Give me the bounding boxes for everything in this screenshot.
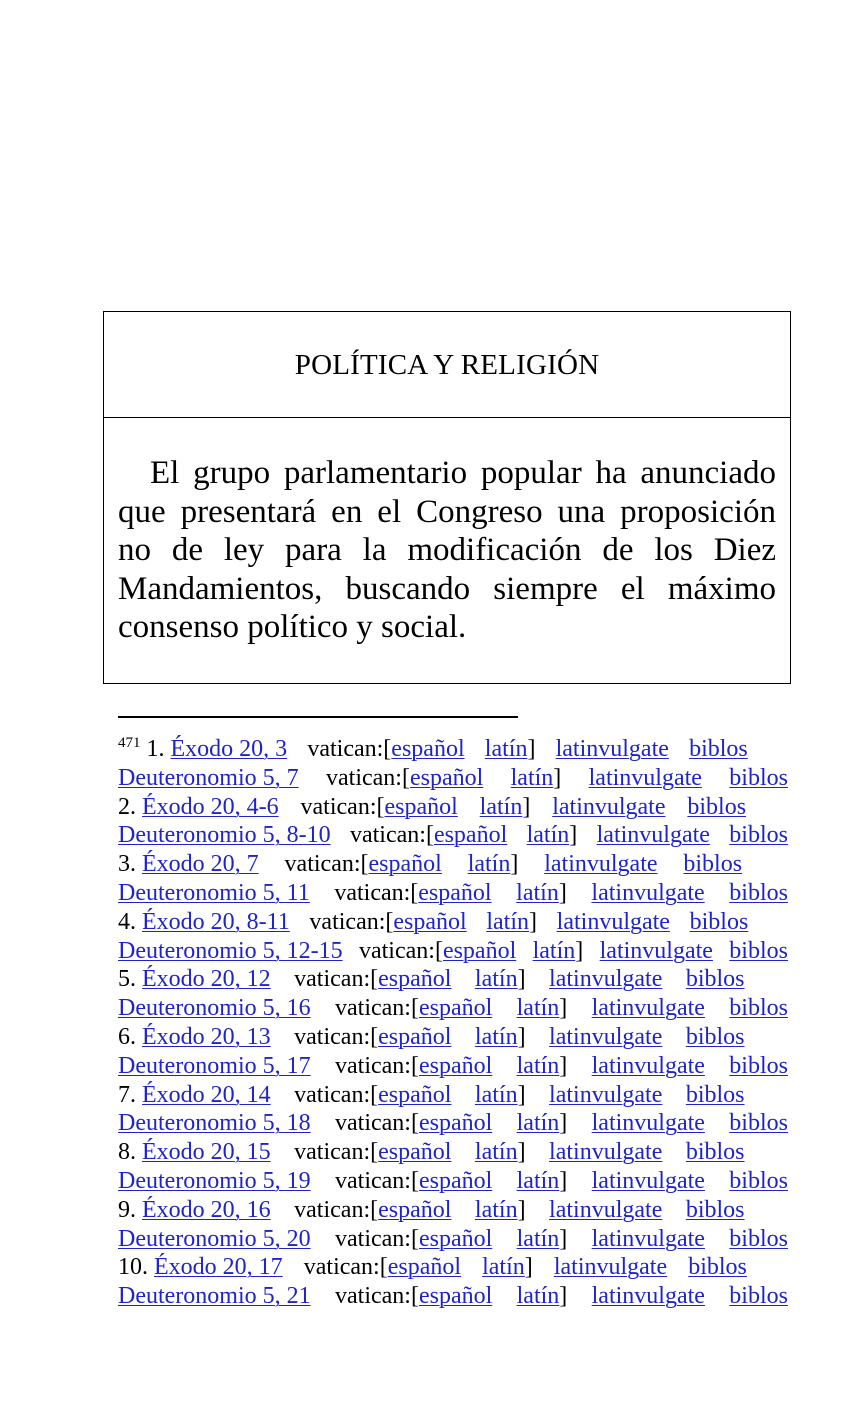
latin-link[interactable]: latín xyxy=(516,1052,560,1079)
deuteronomio-link[interactable]: Deuteronomio 5, 7 xyxy=(118,764,299,791)
espanol-link[interactable]: español xyxy=(433,822,508,849)
latinvulgate-link[interactable]: latinvulgate xyxy=(544,851,658,878)
latin-link[interactable]: latín xyxy=(484,736,528,762)
latinvulgate-link[interactable]: latinvulgate xyxy=(549,1081,663,1108)
footnote-line-deuteronomio xyxy=(118,764,788,793)
latinvulgate-link[interactable]: latinvulgate xyxy=(591,1167,705,1194)
biblos-link[interactable]: biblos xyxy=(729,1283,788,1310)
close-bracket: ] xyxy=(524,1254,533,1281)
biblos-link[interactable]: biblos xyxy=(685,1023,745,1050)
espanol-link[interactable]: español xyxy=(393,908,467,935)
vatican-label: vatican:[ xyxy=(358,937,443,964)
vatican-label: vatican:[ xyxy=(335,1283,419,1310)
espanol-link[interactable]: español xyxy=(378,1081,452,1108)
close-bracket: ] xyxy=(517,1081,526,1108)
biblos-link[interactable]: biblos xyxy=(689,908,749,935)
footnote-line-exodo xyxy=(118,735,788,764)
espanol-link[interactable]: español xyxy=(418,1052,493,1079)
close-bracket: ] xyxy=(529,908,537,935)
footnote-line-deuteronomio xyxy=(118,1052,788,1081)
latinvulgate-link[interactable]: latinvulgate xyxy=(591,1225,705,1252)
entry-number: 8. xyxy=(118,1139,136,1166)
footnote-list xyxy=(118,735,788,1311)
latin-link[interactable]: latín xyxy=(516,1283,560,1310)
close-bracket: ] xyxy=(553,764,562,791)
entry-number: 6. xyxy=(118,1023,136,1050)
footnote-line-exodo xyxy=(118,908,788,937)
exodo-link[interactable]: Éxodo 20, 8-11 xyxy=(142,908,290,935)
latin-link[interactable]: latín xyxy=(479,793,523,820)
latin-link[interactable]: latín xyxy=(474,1081,518,1108)
vatican-label: vatican:[ xyxy=(309,908,394,935)
latinvulgate-link[interactable]: latinvulgate xyxy=(591,1283,705,1310)
espanol-link[interactable]: español xyxy=(442,937,517,964)
footnote-line-deuteronomio xyxy=(118,821,788,850)
latin-link[interactable]: latín xyxy=(526,822,570,849)
vatican-label: vatican:[ xyxy=(307,736,392,762)
vatican-label: vatican:[ xyxy=(334,879,419,906)
latin-link[interactable]: latín xyxy=(474,1023,518,1050)
deuteronomio-link[interactable]: Deuteronomio 5, 20 xyxy=(118,1225,311,1252)
latinvulgate-link[interactable]: latinvulgate xyxy=(596,822,710,849)
notice-box xyxy=(103,311,791,684)
deuteronomio-link[interactable]: Deuteronomio 5, 18 xyxy=(118,1110,311,1137)
biblos-link[interactable]: biblos xyxy=(729,937,788,964)
deuteronomio-link[interactable]: Deuteronomio 5, 12-15 xyxy=(118,937,343,964)
biblos-link[interactable]: biblos xyxy=(729,1225,788,1252)
vatican-label: vatican:[ xyxy=(335,1225,419,1252)
latin-link[interactable]: latín xyxy=(516,1225,560,1252)
entry-number: 10. xyxy=(118,1254,148,1281)
entry-number: 9. xyxy=(118,1196,136,1223)
vatican-label: vatican:[ xyxy=(335,1052,419,1079)
espanol-link[interactable]: español xyxy=(391,736,465,762)
footnote-line-deuteronomio xyxy=(118,937,788,966)
vatican-label: vatican:[ xyxy=(303,1254,388,1281)
latinvulgate-link[interactable]: latinvulgate xyxy=(549,1023,663,1050)
espanol-link[interactable]: español xyxy=(378,1196,452,1223)
biblos-link[interactable]: biblos xyxy=(685,1081,745,1108)
biblos-link[interactable]: biblos xyxy=(683,851,743,878)
entry-number: 4. xyxy=(118,908,136,935)
biblos-link[interactable]: biblos xyxy=(685,966,745,993)
biblos-link[interactable]: biblos xyxy=(729,1167,788,1194)
vatican-label: vatican:[ xyxy=(284,851,369,878)
entry-number: 1. xyxy=(146,736,165,762)
biblos-link[interactable]: biblos xyxy=(729,995,788,1022)
latinvulgate-link[interactable]: latinvulgate xyxy=(591,1052,705,1079)
box-title: POLÍTICA Y RELIGIÓN xyxy=(104,312,790,418)
vatican-label: vatican:[ xyxy=(300,793,385,820)
latin-link[interactable]: latín xyxy=(474,966,518,993)
latinvulgate-link[interactable]: latinvulgate xyxy=(599,937,713,964)
latin-link[interactable]: latín xyxy=(516,1167,560,1194)
footnote-line-exodo xyxy=(118,965,788,994)
vatican-label: vatican:[ xyxy=(294,1139,379,1166)
deuteronomio-link[interactable]: Deuteronomio 5, 11 xyxy=(118,879,310,906)
exodo-link[interactable]: Éxodo 20, 14 xyxy=(142,1081,271,1108)
close-bracket: ] xyxy=(575,937,584,964)
entry-number: 3. xyxy=(118,851,136,878)
exodo-link[interactable]: Éxodo 20, 12 xyxy=(142,966,271,993)
close-bracket: ] xyxy=(559,1110,568,1137)
deuteronomio-link[interactable]: Deuteronomio 5, 21 xyxy=(118,1283,311,1310)
footnote-line-exodo xyxy=(118,1138,788,1167)
exodo-link[interactable]: Éxodo 20, 4-6 xyxy=(142,793,279,820)
deuteronomio-link[interactable]: Deuteronomio 5, 8-10 xyxy=(118,822,331,849)
biblos-link[interactable]: biblos xyxy=(685,1139,745,1166)
latin-link[interactable]: latín xyxy=(516,1110,560,1137)
close-bracket: ] xyxy=(517,1139,526,1166)
close-bracket: ] xyxy=(517,1023,526,1050)
latin-link[interactable]: latín xyxy=(510,764,554,791)
espanol-link[interactable]: español xyxy=(418,995,493,1022)
espanol-link[interactable]: español xyxy=(409,764,484,791)
latinvulgate-link[interactable]: latinvulgate xyxy=(556,908,670,935)
biblos-link[interactable]: biblos xyxy=(688,1254,747,1281)
close-bracket: ] xyxy=(559,1052,568,1079)
espanol-link[interactable]: español xyxy=(418,1225,493,1252)
footnote-number: 471 xyxy=(118,735,141,751)
biblos-link[interactable]: biblos xyxy=(729,1110,788,1137)
deuteronomio-link[interactable]: Deuteronomio 5, 19 xyxy=(118,1167,311,1194)
close-bracket: ] xyxy=(569,822,578,849)
footnote-line-exodo xyxy=(118,1023,788,1052)
latin-link[interactable]: latín xyxy=(486,908,529,935)
vatican-label: vatican:[ xyxy=(294,966,379,993)
latinvulgate-link[interactable]: latinvulgate xyxy=(552,793,666,820)
latinvulgate-link[interactable]: latinvulgate xyxy=(591,995,705,1022)
espanol-link[interactable]: español xyxy=(384,793,458,820)
latin-link[interactable]: latín xyxy=(516,879,559,906)
latinvulgate-link[interactable]: latinvulgate xyxy=(591,1110,705,1137)
vatican-label: vatican:[ xyxy=(349,822,434,849)
latin-link[interactable]: latín xyxy=(516,995,560,1022)
biblos-link[interactable]: biblos xyxy=(687,793,747,820)
entry-number: 5. xyxy=(118,966,136,993)
espanol-link[interactable]: español xyxy=(387,1254,462,1281)
footnote-line-exodo xyxy=(118,850,788,879)
exodo-link[interactable]: Éxodo 20, 17 xyxy=(154,1254,283,1281)
close-bracket: ] xyxy=(559,1167,568,1194)
biblos-link[interactable]: biblos xyxy=(729,822,788,849)
latinvulgate-link[interactable]: latinvulgate xyxy=(549,1139,663,1166)
close-bracket: ] xyxy=(559,995,568,1022)
footnote-separator xyxy=(118,716,518,718)
latinvulgate-link[interactable]: latinvulgate xyxy=(591,879,705,906)
biblos-link[interactable]: biblos xyxy=(689,736,748,762)
close-bracket: ] xyxy=(517,1196,526,1223)
footnote-line-deuteronomio xyxy=(118,1109,788,1138)
vatican-label: vatican:[ xyxy=(335,1167,419,1194)
latinvulgate-link[interactable]: latinvulgate xyxy=(549,966,663,993)
footnote-line-exodo xyxy=(118,1196,788,1225)
espanol-link[interactable]: español xyxy=(418,1167,493,1194)
vatican-label: vatican:[ xyxy=(335,995,419,1022)
espanol-link[interactable]: español xyxy=(368,851,442,878)
deuteronomio-link[interactable]: Deuteronomio 5, 16 xyxy=(118,995,311,1022)
vatican-label: vatican:[ xyxy=(326,764,410,791)
exodo-link[interactable]: Éxodo 20, 16 xyxy=(142,1196,271,1223)
close-bracket: ] xyxy=(522,793,531,820)
footnote-line-deuteronomio xyxy=(118,1225,788,1254)
close-bracket: ] xyxy=(510,851,519,878)
footnote-line-exodo xyxy=(118,1253,788,1282)
entry-number: 2. xyxy=(118,793,136,820)
latin-link[interactable]: latín xyxy=(474,1196,518,1223)
espanol-link[interactable]: español xyxy=(378,966,452,993)
espanol-link[interactable]: español xyxy=(418,1110,493,1137)
footnote-line-deuteronomio xyxy=(118,1282,788,1311)
espanol-link[interactable]: español xyxy=(418,879,492,906)
latin-link[interactable]: latín xyxy=(482,1254,525,1281)
close-bracket: ] xyxy=(527,736,536,762)
vatican-label: vatican:[ xyxy=(294,1196,379,1223)
footnote-line-deuteronomio xyxy=(118,879,788,908)
exodo-link[interactable]: Éxodo 20, 15 xyxy=(142,1139,271,1166)
footnote-line-exodo xyxy=(118,1081,788,1110)
biblos-link[interactable]: biblos xyxy=(729,1052,788,1079)
latin-link[interactable]: latín xyxy=(467,851,511,878)
vatican-label: vatican:[ xyxy=(335,1110,419,1137)
close-bracket: ] xyxy=(559,1225,568,1252)
footnote-line-exodo xyxy=(118,793,788,822)
latinvulgate-link[interactable]: latinvulgate xyxy=(549,1196,663,1223)
exodo-link[interactable]: Éxodo 20, 13 xyxy=(142,1023,271,1050)
biblos-link[interactable]: biblos xyxy=(729,764,788,791)
deuteronomio-link[interactable]: Deuteronomio 5, 17 xyxy=(118,1052,311,1079)
exodo-link[interactable]: Éxodo 20, 3 xyxy=(170,736,288,762)
biblos-link[interactable]: biblos xyxy=(685,1196,745,1223)
espanol-link[interactable]: español xyxy=(378,1139,452,1166)
footnote-line-deuteronomio xyxy=(118,994,788,1023)
latinvulgate-link[interactable]: latinvulgate xyxy=(553,1254,668,1281)
latinvulgate-link[interactable]: latinvulgate xyxy=(555,736,669,762)
entry-number: 7. xyxy=(118,1081,136,1108)
footnote-line-deuteronomio xyxy=(118,1167,788,1196)
espanol-link[interactable]: español xyxy=(418,1283,493,1310)
close-bracket: ] xyxy=(558,879,567,906)
exodo-link[interactable]: Éxodo 20, 7 xyxy=(142,851,259,878)
latin-link[interactable]: latín xyxy=(532,937,576,964)
espanol-link[interactable]: español xyxy=(378,1023,452,1050)
biblos-link[interactable]: biblos xyxy=(729,879,788,906)
box-body-text: El grupo parlamentario popular ha anunciado que presentará en el Congreso una proposición no de ley para la modificación de los Diez Mandamientos, buscando siempre el máximo consenso político y social. xyxy=(118,455,776,645)
close-bracket: ] xyxy=(559,1283,568,1310)
latin-link[interactable]: latín xyxy=(474,1139,518,1166)
vatican-label: vatican:[ xyxy=(294,1081,379,1108)
vatican-label: vatican:[ xyxy=(294,1023,379,1050)
latinvulgate-link[interactable]: latinvulgate xyxy=(588,764,702,791)
close-bracket: ] xyxy=(517,966,526,993)
